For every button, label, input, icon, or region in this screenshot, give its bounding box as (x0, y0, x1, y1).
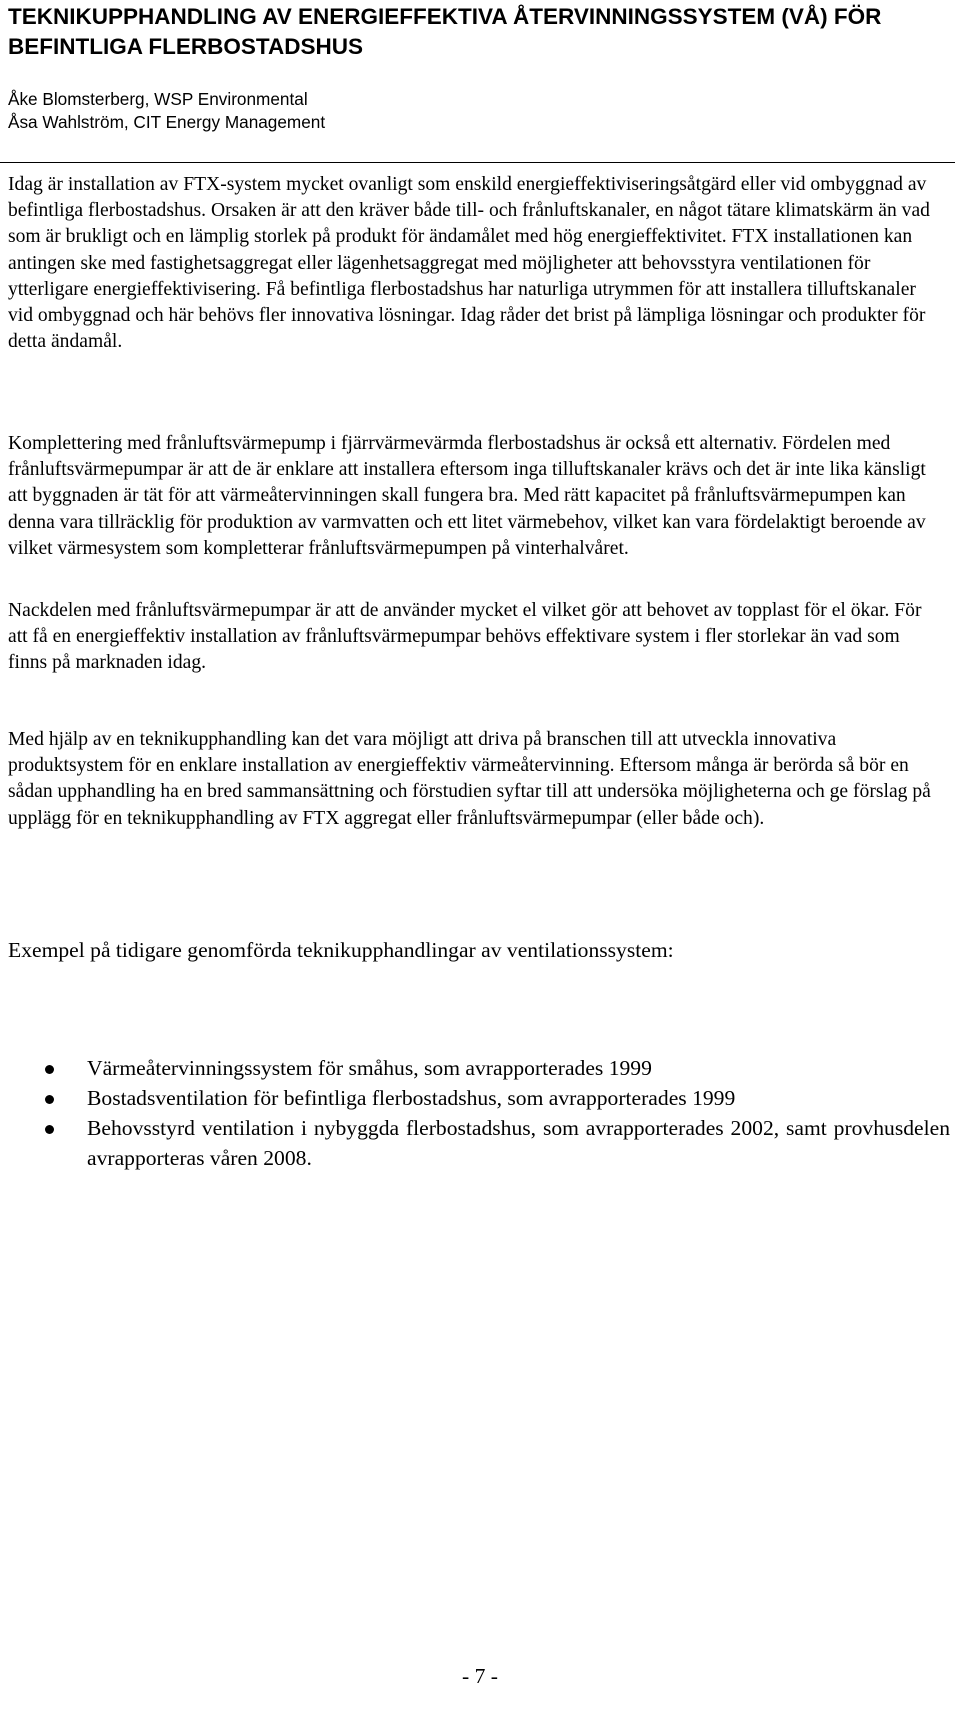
page-number-text: - 7 - (462, 1664, 498, 1688)
body-paragraph: Idag är installation av FTX-system mycket ovanligt som enskild energieffektiviseringsåtgärd eller vid ombyggnad av befintliga flerbostadshus. Orsaken är att den kräver både till- och frånluftskanaler, en något tätare klimatskärm än vad som är brukligt och en lämplig storlek på produkt för ändamålet med hög energieffektivitet. FTX installationen kan antingen ske med fastighetsaggregat eller lägenhetsaggregat med möjligheter att behovsstyra ventilationen för ytterligare energieffektivisering. Få befintliga flerbostadshus har naturliga utrymmen för att installera tilluftskanaler vid ombyggnad och här behövs fler innovativa lösningar. Idag råder det brist på lämpliga lösningar och produkter för detta ändamål. (8, 174, 930, 353)
list-intro: Exempel på tidigare genomförda teknikupphandlingar av ventilationssystem: (8, 938, 674, 962)
author-line: Åsa Wahlström, CIT Energy Management (8, 112, 326, 132)
author-line: Åke Blomsterberg, WSP Environmental (8, 89, 308, 109)
list-item (0, 1083, 950, 1113)
bullet-icon (45, 1065, 54, 1074)
document-title: TEKNIKUPPHANDLING AV ENERGIEFFEKTIVA ÅTERVINNINGSSYSTEM (VÅ) FÖR BEFINTLIGA FLERBOSTADSHUS (8, 4, 882, 59)
bullet-icon (45, 1095, 54, 1104)
author-list (8, 88, 325, 134)
list-item-text: Värmeåtervinningssystem för småhus, som avrapporterades 1999 (87, 1056, 652, 1080)
list-item (0, 1053, 950, 1083)
list-item-text: Behovsstyrd ventilation i nybyggda flerbostadshus, som avrapporterades 2002, samt provhusdelen avrapporteras våren 2008. (87, 1116, 950, 1170)
body-paragraph: Nackdelen med frånluftsvärmepumpar är att de använder mycket el vilket gör att behovet av topplast för el ökar. För att få en energieffektiv installation av frånluftsvärmepumpar behövs effektivare system i fler storlekar än vad som finns på marknaden idag. (8, 600, 922, 674)
list-item (0, 1113, 950, 1173)
body-paragraph: Med hjälp av en teknikupphandling kan det vara möjligt att driva på branschen till att utveckla innovativa produktsystem för en enklare installation av energieffektiv värmeåtervinning. Eftersom många är berörda så bör en sådan upphandling ha en bred sammansättning och förstudien syftar till att undersöka möjligheterna och ge förslag på upplägg för en teknikupphandling av FTX aggregat eller frånluftsvärmepumpar (eller både och). (8, 729, 931, 829)
header-divider (0, 162, 955, 163)
bullet-icon (45, 1125, 54, 1134)
list-item-text: Bostadsventilation för befintliga flerbostadshus, som avrapporterades 1999 (87, 1086, 736, 1110)
example-list (0, 1053, 950, 1173)
body-paragraph: Komplettering med frånluftsvärmepump i fjärrvärmevärmda flerbostadshus är också ett alternativ. Fördelen med frånluftsvärmepumpar är att de är enklare att installera eftersom inga tilluftskanaler krävs och det är inte lika känsligt att byggnaden är tät för att värmeåtervinningen skall fungera bra. Med rätt kapacitet på frånluftsvärmepumpen kan denna vara tillräcklig för produktion av varmvatten och ett litet värmebehov, vilket kan vara fördelaktigt beroende av vilket värmesystem som kompletterar frånluftsvärmepumpen på vinterhalvåret. (8, 433, 926, 559)
page-number (0, 1662, 960, 1690)
